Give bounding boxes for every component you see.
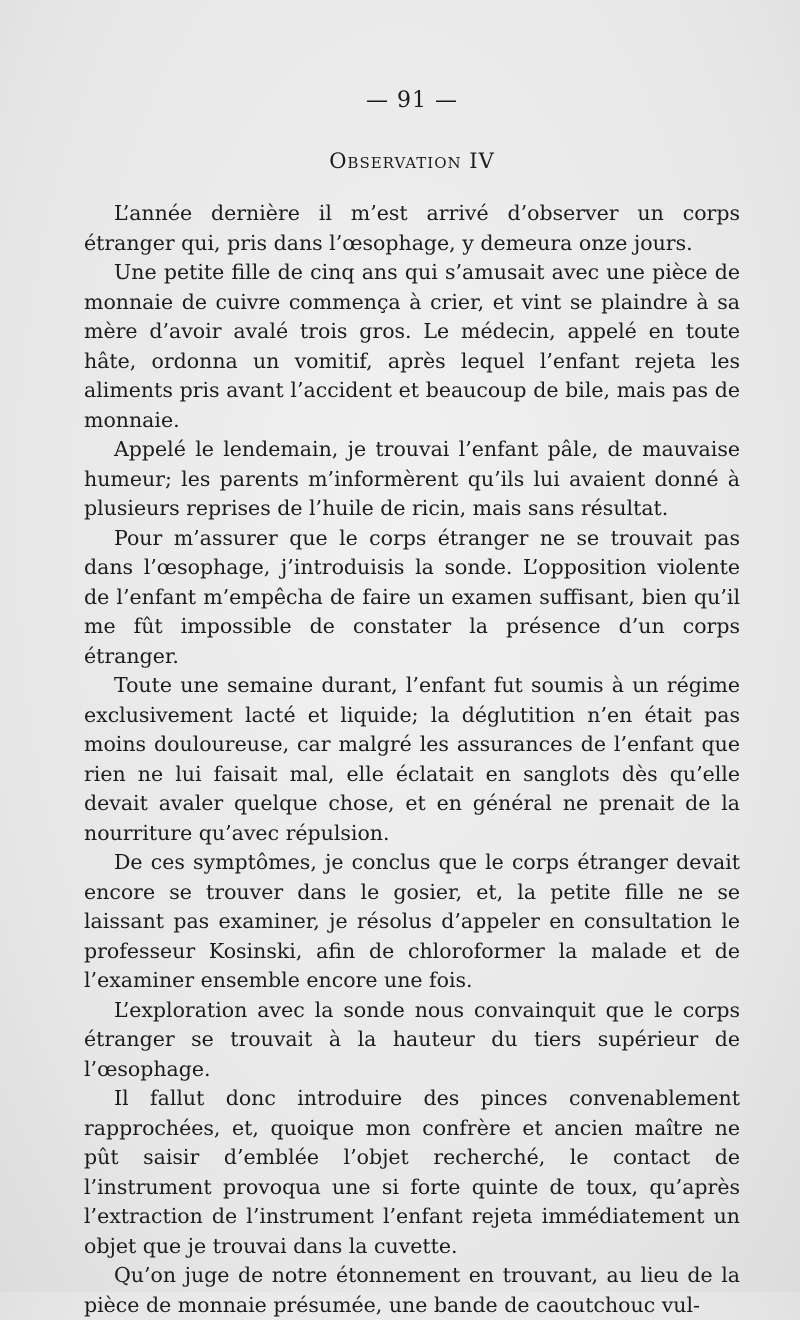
paragraph: Pour m’assurer que le corps étranger ne se trouvait pas dans l’œsophage, j’introduisis la sonde. L’opposition violente de l’enfant m’empêcha de faire un examen suffisant, bien qu’il me fût impossible de constater la présence d’un corps étranger. [84,525,740,668]
paragraph: L’exploration avec la sonde nous convainquit que le corps étranger se trouvait à la hauteur du tiers supérieur de l’œsophage. [84,997,740,1081]
section-heading: Observation IV [329,149,495,173]
paragraph: L’année dernière il m’est arrivé d’observer un corps étranger qui, pris dans l’œsophage, y demeura onze jours. [84,201,740,255]
paragraph: Qu’on juge de notre étonnement en trouvant, au lieu de la pièce de monnaie présumée, une bande de caoutchouc vul- [84,1263,740,1317]
paragraph: Toute une semaine durant, l’enfant fut soumis à un régime exclusivement lacté et liquide; la déglutition n’en était pas moins douloureuse, car malgré les assurances de l’enfant que rien ne lui faisait mal, elle éclatait en sanglots dès qu’elle devait avaler quelque chose, et en général ne prenait de la nourriture qu’avec répulsion. [84,673,740,845]
body-text [84,199,740,1320]
paragraph: Appelé le lendemain, je trouvai l’enfant pâle, de mauvaise humeur; les parents m’informèrent qu’ils lui avaient donné à plusieurs reprises de l’huile de ricin, mais sans résultat. [84,437,740,520]
paragraph: Il fallut donc introduire des pinces convenablement rapprochées, et, quoique mon confrère et ancien maître ne pût saisir d’emblée l’objet recherché, le contact de l’instrument provoqua une si forte quinte de toux, qu’après l’extraction de l’instrument l’enfant rejeta immédiatement un objet que je trouvai dans la cuvette. [84,1086,740,1258]
paragraph: De ces symptômes, je conclus que le corps étranger devait encore se trouver dans le gosier, et, la petite fille ne se laissant pas examiner, je résolus d’appeler en consultation le professeur Kosinski, afin de chloroformer la malade et de l’examiner ensemble encore une fois. [84,850,740,992]
paragraph: Une petite fille de cinq ans qui s’amusait avec une pièce de monnaie de cuivre commença à crier, et vint se plaindre à sa mère d’avoir avalé trois gros. Le médecin, appelé en toute hâte, ordonna un vomitif, après lequel l’enfant rejeta les aliments pris avant l’accident et beaucoup de bile, mais pas de monnaie. [84,260,740,432]
page-number: — 91 — [366,88,458,113]
